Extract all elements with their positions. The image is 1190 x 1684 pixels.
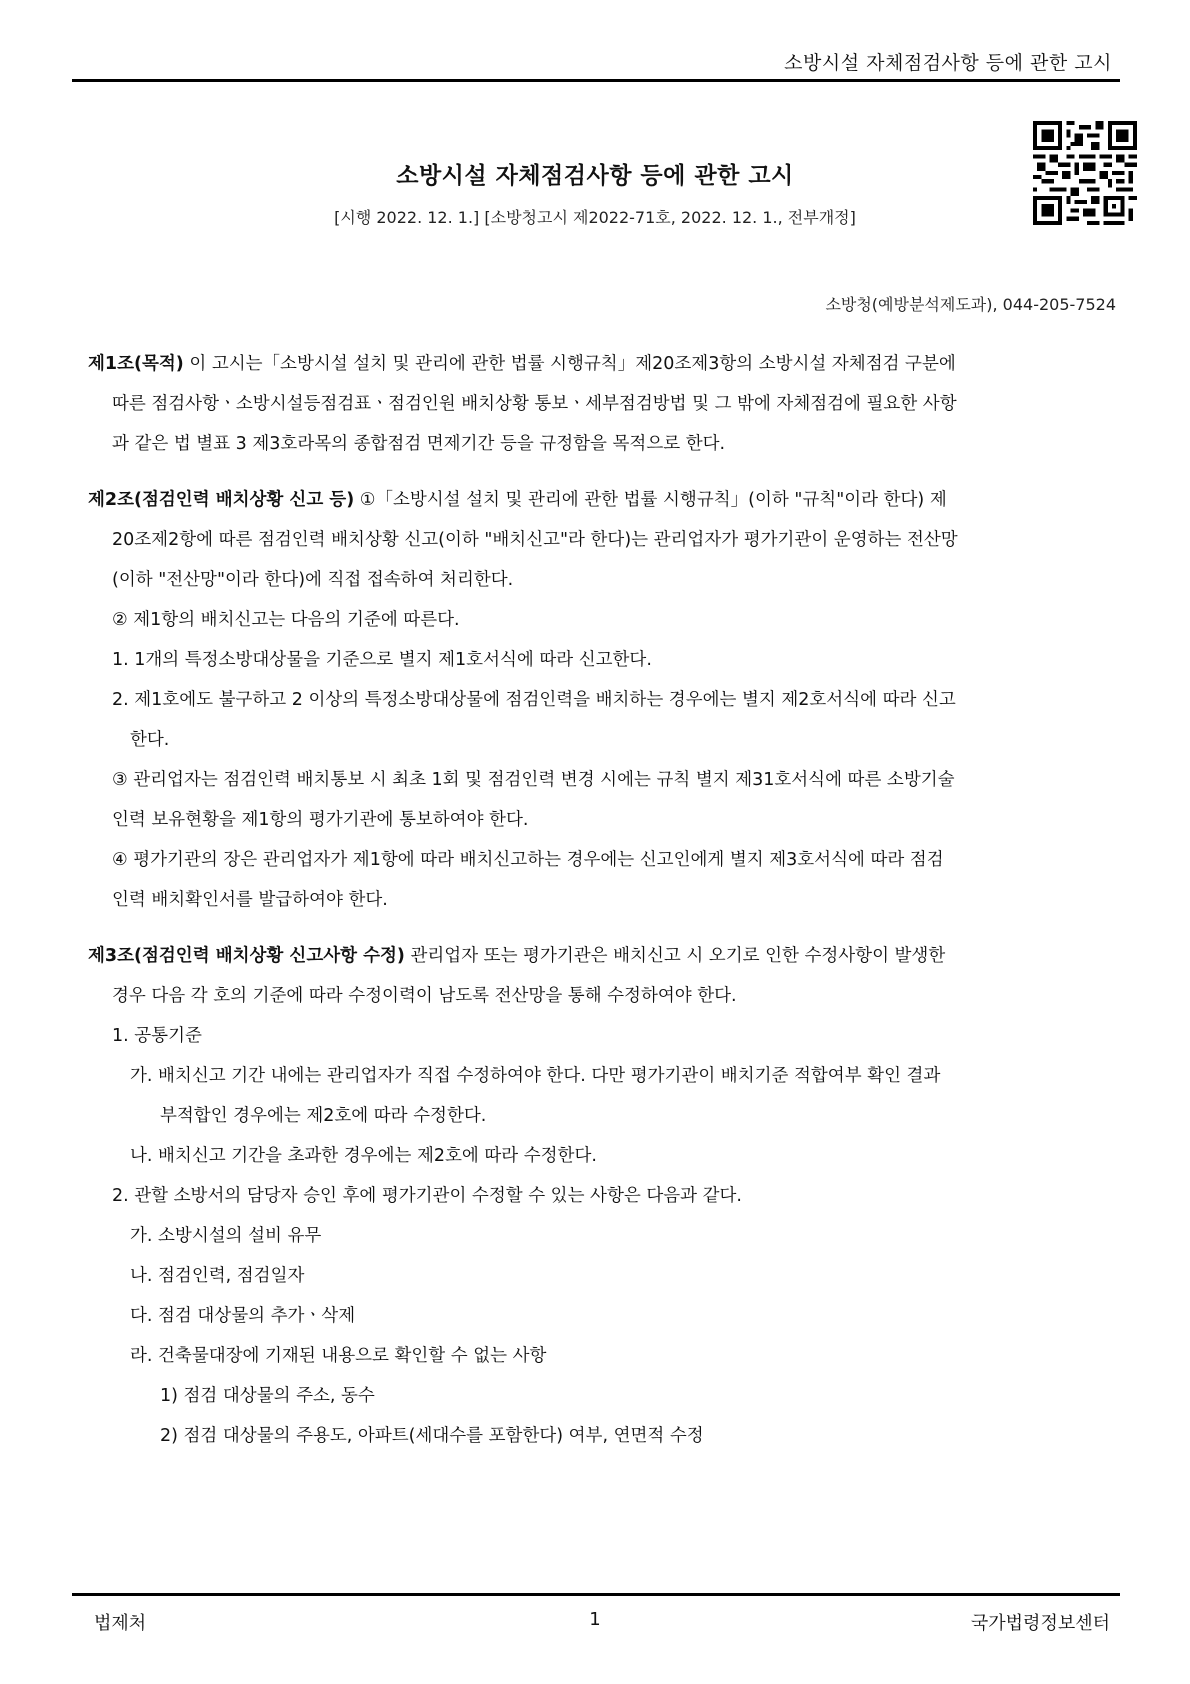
subitem-na: 나. 점검인력, 점검일자 [130, 1266, 305, 1286]
item-1: 1. 공통기준 [112, 1026, 202, 1046]
page-number: 1 [589, 1609, 601, 1630]
article-heading: 제1조(목적) [88, 354, 184, 374]
subitem-ga: 가. 소방시설의 설비 유무 [130, 1226, 322, 1246]
subitem-ga: 가. 배치신고 기간 내에는 관리업자가 직접 수정하여야 한다. 다만 평가기관이 배치기준 적합여부 확인 결과 [130, 1066, 941, 1086]
article-text: 따른 점검사항ㆍ소방시설등점검표ㆍ점검인원 배치상황 통보ㆍ세부점검방법 및 그 밖에 자체점검에 필요한 사항 [112, 394, 957, 414]
article-3 [88, 936, 1128, 1456]
article-heading: 제3조(점검인력 배치상황 신고사항 수정) [88, 946, 405, 966]
article-text: 관리업자 또는 평가기관은 배치신고 시 오기로 인한 수정사항이 발생한 [404, 946, 946, 966]
article-2 [88, 480, 1128, 920]
article-text: 경우 다음 각 호의 기준에 따라 수정이력이 남도록 전산망을 통해 수정하여야 한다. [112, 986, 737, 1006]
paragraph-3: ③ 관리업자는 점검인력 배치통보 시 최초 1회 및 점검인력 변경 시에는 규칙 별지 제31호서식에 따른 소방기술 [112, 770, 955, 790]
document-subtitle: [시행 2022. 12. 1.] [소방청고시 제2022-71호, 2022. 12. 1., 전부개정] [334, 208, 856, 227]
paragraph-2: ② 제1항의 배치신고는 다음의 기준에 따른다. [112, 610, 460, 630]
article-text: ①「소방시설 설치 및 관리에 관한 법률 시행규칙」(이하 "규칙"이라 한다) 제 [354, 490, 947, 510]
paragraph-4: ④ 평가기관의 장은 관리업자가 제1항에 따라 배치신고하는 경우에는 신고인에게 별지 제3호서식에 따라 점검 [112, 850, 944, 870]
subitem-na: 나. 배치신고 기간을 초과한 경우에는 제2호에 따라 수정한다. [130, 1146, 597, 1166]
ministry-contact: 소방청(예방분석제도과), 044-205-7524 [825, 295, 1116, 314]
document-body [88, 344, 1128, 1472]
running-header: 소방시설 자체점검사항 등에 관한 고시 [784, 52, 1112, 74]
footer-publisher: 법제처 [94, 1613, 147, 1634]
subitem-da: 다. 점검 대상물의 추가ㆍ삭제 [130, 1306, 356, 1326]
footer-source: 국가법령정보센터 [970, 1613, 1110, 1634]
article-text: 이 고시는「소방시설 설치 및 관리에 관한 법률 시행규칙」제20조제3항의 소방시설 자체점검 구분에 [183, 354, 956, 374]
paragraph-4-continued: 인력 배치확인서를 발급하여야 한다. [112, 890, 388, 910]
header-divider [72, 79, 1120, 82]
item-2: 2. 제1호에도 불구하고 2 이상의 특정소방대상물에 점검인력을 배치하는 경우에는 별지 제2호서식에 따라 신고 [112, 690, 956, 710]
paragraph-3-continued: 인력 보유현황을 제1항의 평가기관에 통보하여야 한다. [112, 810, 529, 830]
document-title: 소방시설 자체점검사항 등에 관한 고시 [396, 163, 794, 189]
article-heading: 제2조(점검인력 배치상황 신고 등) [88, 490, 355, 510]
footer-divider [72, 1593, 1120, 1596]
subitem-ra-2: 2) 점검 대상물의 주용도, 아파트(세대수를 포함한다) 여부, 연면적 수정 [160, 1426, 704, 1446]
article-text: (이하 "전산망"이라 한다)에 직접 접속하여 처리한다. [112, 570, 514, 590]
article-text: 과 같은 법 별표 3 제3호라목의 종합점검 면제기간 등을 규정함을 목적으로 한다. [112, 434, 726, 454]
article-1 [88, 344, 1128, 464]
item-2-continued: 한다. [130, 730, 170, 750]
subitem-ra: 라. 건축물대장에 기재된 내용으로 확인할 수 없는 사항 [130, 1346, 547, 1366]
item-2: 2. 관할 소방서의 담당자 승인 후에 평가기관이 수정할 수 있는 사항은 다음과 같다. [112, 1186, 742, 1206]
subitem-ga-continued: 부적합인 경우에는 제2호에 따라 수정한다. [160, 1106, 487, 1126]
item-1: 1. 1개의 특정소방대상물을 기준으로 별지 제1호서식에 따라 신고한다. [112, 650, 652, 670]
subitem-ra-1: 1) 점검 대상물의 주소, 동수 [160, 1386, 375, 1406]
article-text: 20조제2항에 따른 점검인력 배치상황 신고(이하 "배치신고"라 한다)는 관리업자가 평가기관이 운영하는 전산망 [112, 530, 958, 550]
